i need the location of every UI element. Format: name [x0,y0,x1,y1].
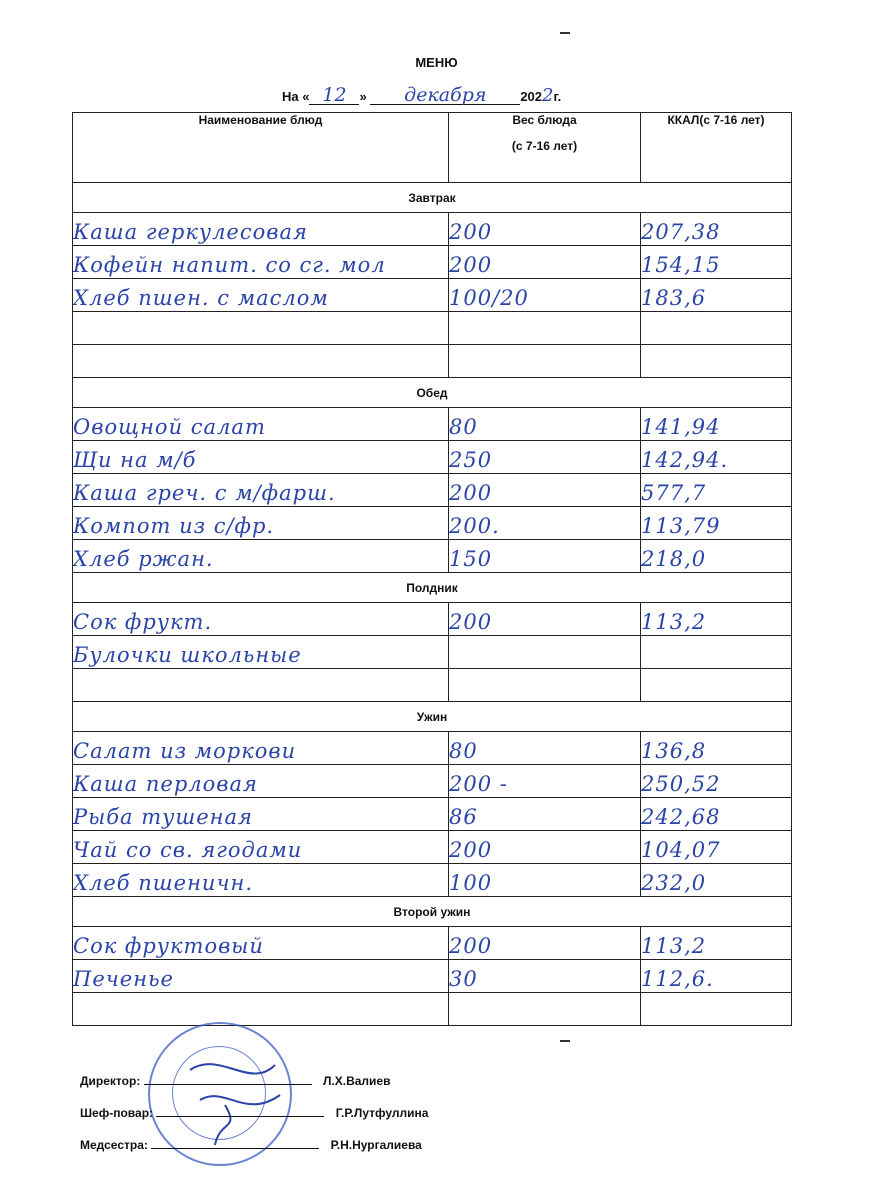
date-month: декабря [370,86,520,105]
dish-name: Каша греч. с м/фарш. [73,474,449,507]
dish-weight: 200 [449,246,641,279]
scan-mark [560,32,570,34]
dish-kcal: 112,6. [641,960,792,993]
table-row [73,864,792,897]
dish-name: Хлеб пшеничн. [73,864,449,897]
dish-weight: 100/20 [449,279,641,312]
page-title: МЕНЮ [415,55,458,70]
section-label: Полдник [73,573,792,603]
section-header [73,378,792,408]
date-mid: » [359,89,367,104]
dish-name: Компот из с/фр. [73,507,449,540]
sign-line [151,1136,319,1149]
dish-name: Овощной салат [73,408,449,441]
dish-kcal: 250,52 [641,765,792,798]
dish-weight: 200 - [449,765,641,798]
dish-weight: 200 [449,213,641,246]
dish-weight: 200. [449,507,641,540]
dish-name: Сок фруктовый [73,927,449,960]
year-prefix: 202 [520,89,543,104]
table-row [73,345,792,378]
table-row [73,408,792,441]
dish-name: Хлеб пшен. с маслом [73,279,449,312]
scan-mark [560,1040,570,1042]
dish-name: Рыба тушеная [73,798,449,831]
section-label: Второй ужин [73,897,792,927]
dish-kcal: 113,2 [641,603,792,636]
dish-weight: 250 [449,441,641,474]
sign-role: Директор: [80,1074,141,1088]
dish-kcal: 242,68 [641,798,792,831]
dish-kcal: 154,15 [641,246,792,279]
dish-name [73,312,449,345]
signature-scribble [180,1050,290,1150]
dish-weight: 80 [449,408,641,441]
dish-weight: 100 [449,864,641,897]
col-header-kcal: ККАЛ(с 7-16 лет) [641,113,792,183]
sign-name: Л.Х.Валиев [323,1074,391,1088]
dish-name [73,345,449,378]
table-row [73,831,792,864]
dish-name [73,669,449,702]
table-row [73,636,792,669]
table-row [73,993,792,1026]
sign-line [144,1072,312,1085]
dish-name: Булочки школьные [73,636,449,669]
table-row [73,474,792,507]
dish-kcal: 113,79 [641,507,792,540]
dish-kcal [641,345,792,378]
year-suffix: г. [553,89,562,104]
table-row [73,798,792,831]
table-row [73,540,792,573]
col-header-weight-line2: (с 7-16 лет) [511,139,578,153]
sign-role: Медсестра: [80,1138,148,1152]
dish-kcal: 207,38 [641,213,792,246]
dish-weight: 200 [449,831,641,864]
sign-name: Р.Н.Нургалиева [330,1138,422,1152]
dish-name: Печенье [73,960,449,993]
dish-weight: 200 [449,474,641,507]
dish-weight [449,636,641,669]
dish-kcal [641,993,792,1026]
section-header [73,897,792,927]
menu-table [72,112,792,1026]
dish-weight [449,345,641,378]
col-header-name: Наименование блюд [73,113,449,183]
dish-name: Хлеб ржан. [73,540,449,573]
dish-weight: 150 [449,540,641,573]
dish-weight: 86 [449,798,641,831]
dish-name: Кофейн напит. со сг. мол [73,246,449,279]
dish-weight [449,669,641,702]
dish-name: Каша геркулесовая [73,213,449,246]
dish-name [73,993,449,1026]
dish-weight [449,312,641,345]
dish-weight: 30 [449,960,641,993]
table-row [73,441,792,474]
dish-name: Каша перловая [73,765,449,798]
dish-kcal [641,669,792,702]
dish-kcal: 183,6 [641,279,792,312]
date-prefix: На « [282,89,310,104]
date-day: 12 [309,86,359,105]
table-row [73,246,792,279]
dish-weight: 200 [449,927,641,960]
year-digit: 2 [542,85,554,106]
sign-name: Г.Р.Лутфуллина [335,1106,429,1120]
table-row [73,507,792,540]
dish-name: Салат из моркови [73,732,449,765]
section-header [73,573,792,603]
dish-kcal [641,636,792,669]
dish-kcal: 577,7 [641,474,792,507]
dish-weight: 200 [449,603,641,636]
col-header-weight-line1: Вес блюда [512,113,577,127]
signature-director [80,1072,390,1088]
dish-kcal: 141,94 [641,408,792,441]
dish-weight: 80 [449,732,641,765]
section-label: Ужин [73,702,792,732]
signature-chef [80,1104,428,1120]
table-row [73,279,792,312]
section-header [73,183,792,213]
table-row [73,927,792,960]
dish-kcal [641,312,792,345]
dish-kcal: 142,94. [641,441,792,474]
dish-kcal: 136,8 [641,732,792,765]
section-label: Завтрак [73,183,792,213]
dish-name: Сок фрукт. [73,603,449,636]
table-row [73,765,792,798]
table-row [73,732,792,765]
sign-role: Шеф-повар: [80,1106,154,1120]
table-row [73,960,792,993]
table-row [73,669,792,702]
sign-line [156,1104,324,1117]
dish-name: Чай со св. ягодами [73,831,449,864]
table-row [73,213,792,246]
col-header-weight [449,113,641,183]
section-label: Обед [73,378,792,408]
dish-kcal: 104,07 [641,831,792,864]
dish-name: Щи на м/б [73,441,449,474]
date-line [282,86,561,105]
table-row [73,603,792,636]
table-row [73,312,792,345]
dish-kcal: 232,0 [641,864,792,897]
dish-weight [449,993,641,1026]
dish-kcal: 113,2 [641,927,792,960]
signature-nurse [80,1136,422,1152]
section-header [73,702,792,732]
dish-kcal: 218,0 [641,540,792,573]
